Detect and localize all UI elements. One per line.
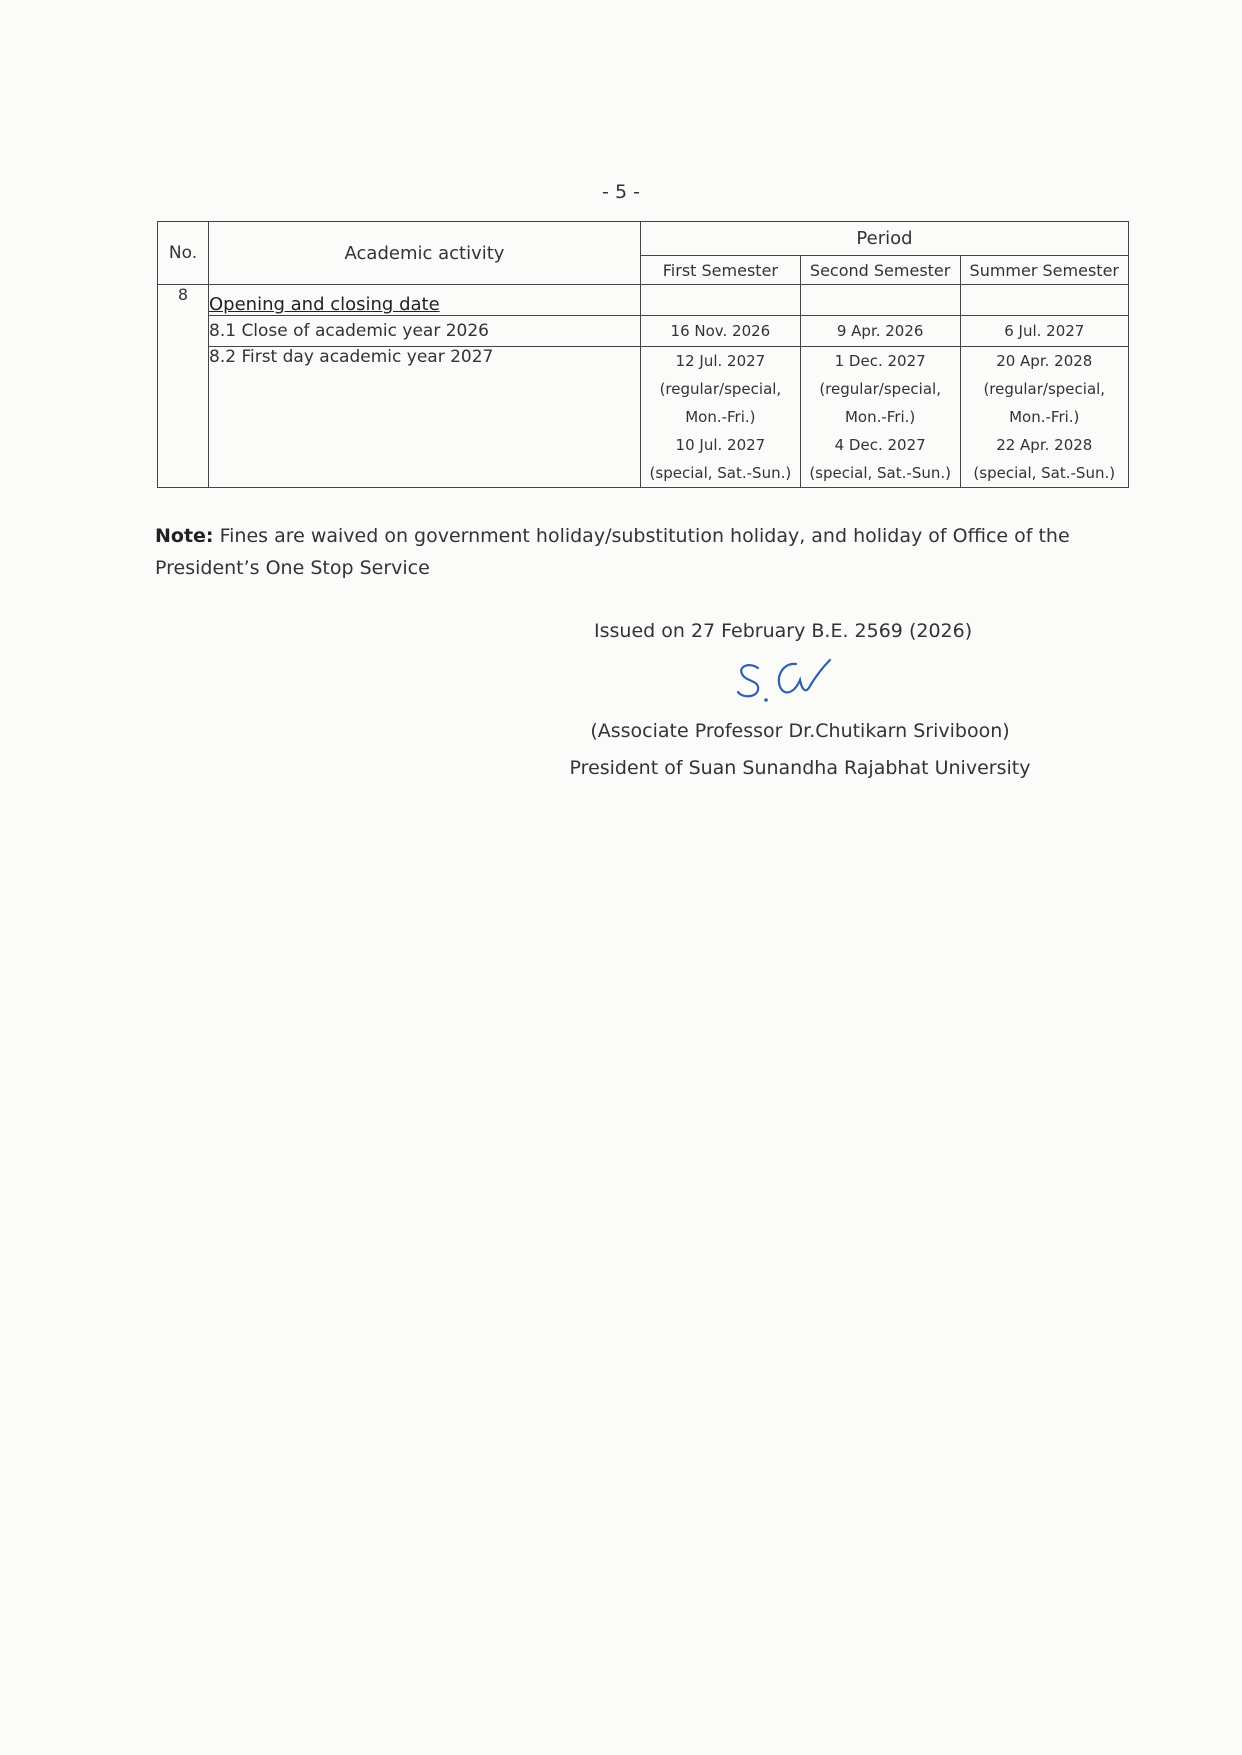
- table-row: [158, 316, 1129, 347]
- cell-line: Mon.-Fri.): [844, 408, 916, 426]
- header-academic-activity: Academic activity: [209, 222, 641, 285]
- second-semester-cell: 9 Apr. 2026: [800, 316, 960, 347]
- cell-line: (regular/special,: [983, 380, 1106, 398]
- group-title: Opening and closing date: [209, 294, 440, 315]
- summer-semester-cell: 6 Jul. 2027: [960, 316, 1128, 347]
- item-number: 8: [158, 285, 209, 488]
- signature-image: [730, 650, 860, 710]
- header-second-semester: Second Semester: [800, 256, 960, 285]
- table-row: [158, 347, 1129, 488]
- signer-name: (Associate Professor Dr.Chutikarn Sriviboon): [590, 720, 1010, 742]
- cell-line: Mon.-Fri.): [685, 408, 756, 426]
- note-text: Fines are waived on government holiday/substitution holiday, and holiday of Office of the President’s One Stop Service: [155, 525, 1070, 579]
- cell-line: 22 Apr. 2028: [996, 436, 1093, 454]
- cell-line: (special, Sat.-Sun.): [973, 464, 1116, 482]
- summer-semester-cell: [960, 347, 1128, 488]
- cell-line: 20 Apr. 2028: [996, 352, 1093, 370]
- cell-line: Mon.-Fri.): [1009, 408, 1080, 426]
- cell-line: 1 Dec. 2027: [834, 352, 926, 370]
- header-first-semester: First Semester: [641, 256, 801, 285]
- first-semester-cell: 16 Nov. 2026: [641, 316, 801, 347]
- header-summer-semester: Summer Semester: [960, 256, 1128, 285]
- activity-cell: 8.1 Close of academic year 2026: [209, 316, 641, 347]
- table-header-row: [158, 222, 1129, 256]
- activity-cell: 8.2 First day academic year 2027: [209, 347, 641, 488]
- cell-line: (special, Sat.-Sun.): [649, 464, 792, 482]
- signer-title: President of Suan Sunandha Rajabhat University: [569, 757, 1031, 779]
- issued-date: Issued on 27 February B.E. 2569 (2026): [594, 620, 973, 642]
- group-title-cell: [209, 285, 641, 316]
- cell-line: (special, Sat.-Sun.): [809, 464, 951, 482]
- second-semester-cell: [800, 347, 960, 488]
- cell-line: 12 Jul. 2027: [675, 352, 766, 370]
- empty-cell: [960, 285, 1128, 316]
- header-period: Period: [641, 222, 1129, 256]
- cell-line: (regular/special,: [659, 380, 782, 398]
- cell-line: (regular/special,: [819, 380, 941, 398]
- first-semester-cell: [641, 347, 801, 488]
- note-paragraph: [155, 520, 1095, 584]
- empty-cell: [641, 285, 801, 316]
- table-row-group: [158, 285, 1129, 316]
- page-number: - 5 -: [602, 181, 640, 203]
- cell-line: 10 Jul. 2027: [675, 436, 766, 454]
- note-label: Note:: [155, 525, 214, 547]
- academic-calendar-table: [157, 221, 1129, 488]
- cell-line: 4 Dec. 2027: [834, 436, 926, 454]
- header-no: No.: [158, 222, 209, 285]
- empty-cell: [800, 285, 960, 316]
